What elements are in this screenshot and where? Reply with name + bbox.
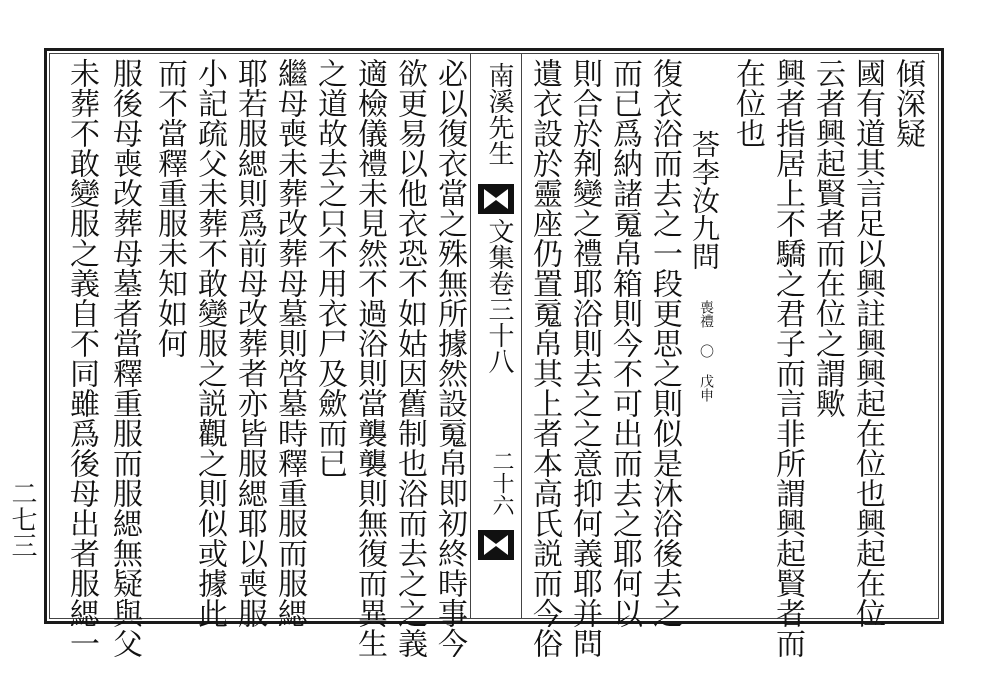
- text-column: 未葬不敢變服之義自不同雖爲後母出者服緦一: [64, 58, 99, 658]
- leaf-number: 二十六: [489, 450, 514, 516]
- text-column: 復衣浴而去之一段更思之則似是沐浴後去之: [647, 58, 682, 628]
- letter-heading: 荅李汝九問: [688, 130, 721, 270]
- text-column: 耶若服緦則爲前母改葬者亦皆服緦耶以喪服: [232, 58, 267, 628]
- text-column: 而不當釋重服未知如何: [152, 58, 187, 358]
- page-number: 二七三: [7, 480, 37, 558]
- fish-tail-mark-icon: [478, 530, 514, 560]
- text-column: 則合於㓫變之禮耶浴則去之之意抑何義耶并問: [567, 58, 602, 658]
- letter-note: 喪禮 〇 戊申: [698, 300, 714, 402]
- text-column: 繼母喪未葬改葬母墓則啓墓時釋重服而服緦: [272, 58, 307, 628]
- fish-tail-mark-icon: [478, 184, 514, 214]
- text-column: 遺衣設於靈座仍置䰟帛其上者本高氏説而今俗: [527, 58, 562, 658]
- text-column: 興者指居上不驕之君子而言非所謂興起賢者而: [770, 58, 805, 658]
- text-column: 必以復衣當之殊無所據然設䰟帛即初終時事今: [432, 58, 467, 658]
- text-column: 服後母喪改葬母墓者當釋重服而服緦無疑與父: [107, 58, 142, 658]
- text-column: 小記疏父未葬不敢變服之説觀之則似或據此: [192, 58, 227, 628]
- book-title: 南溪先生: [484, 62, 514, 166]
- text-column: 云者興起賢者而在位之謂歟: [810, 58, 845, 418]
- text-column: 欲更易以他衣恐不如姑因舊制也浴而去之之義: [392, 58, 427, 658]
- book-subtitle: 文集卷三十八: [484, 218, 514, 374]
- text-column: 國有道其言足以興註興興起在位也興起在位: [850, 58, 885, 628]
- text-column: 傾深疑: [890, 58, 925, 148]
- text-column: 適檢儀禮未見然不過浴則當襲襲則無復而異生: [352, 58, 387, 658]
- text-column: 在位也: [730, 58, 765, 148]
- text-column: 之道故去之只不用衣尸及歛而已: [312, 58, 347, 478]
- text-column: 而已爲納諸䰟帛箱則今不可出而去之耶何以: [607, 58, 642, 628]
